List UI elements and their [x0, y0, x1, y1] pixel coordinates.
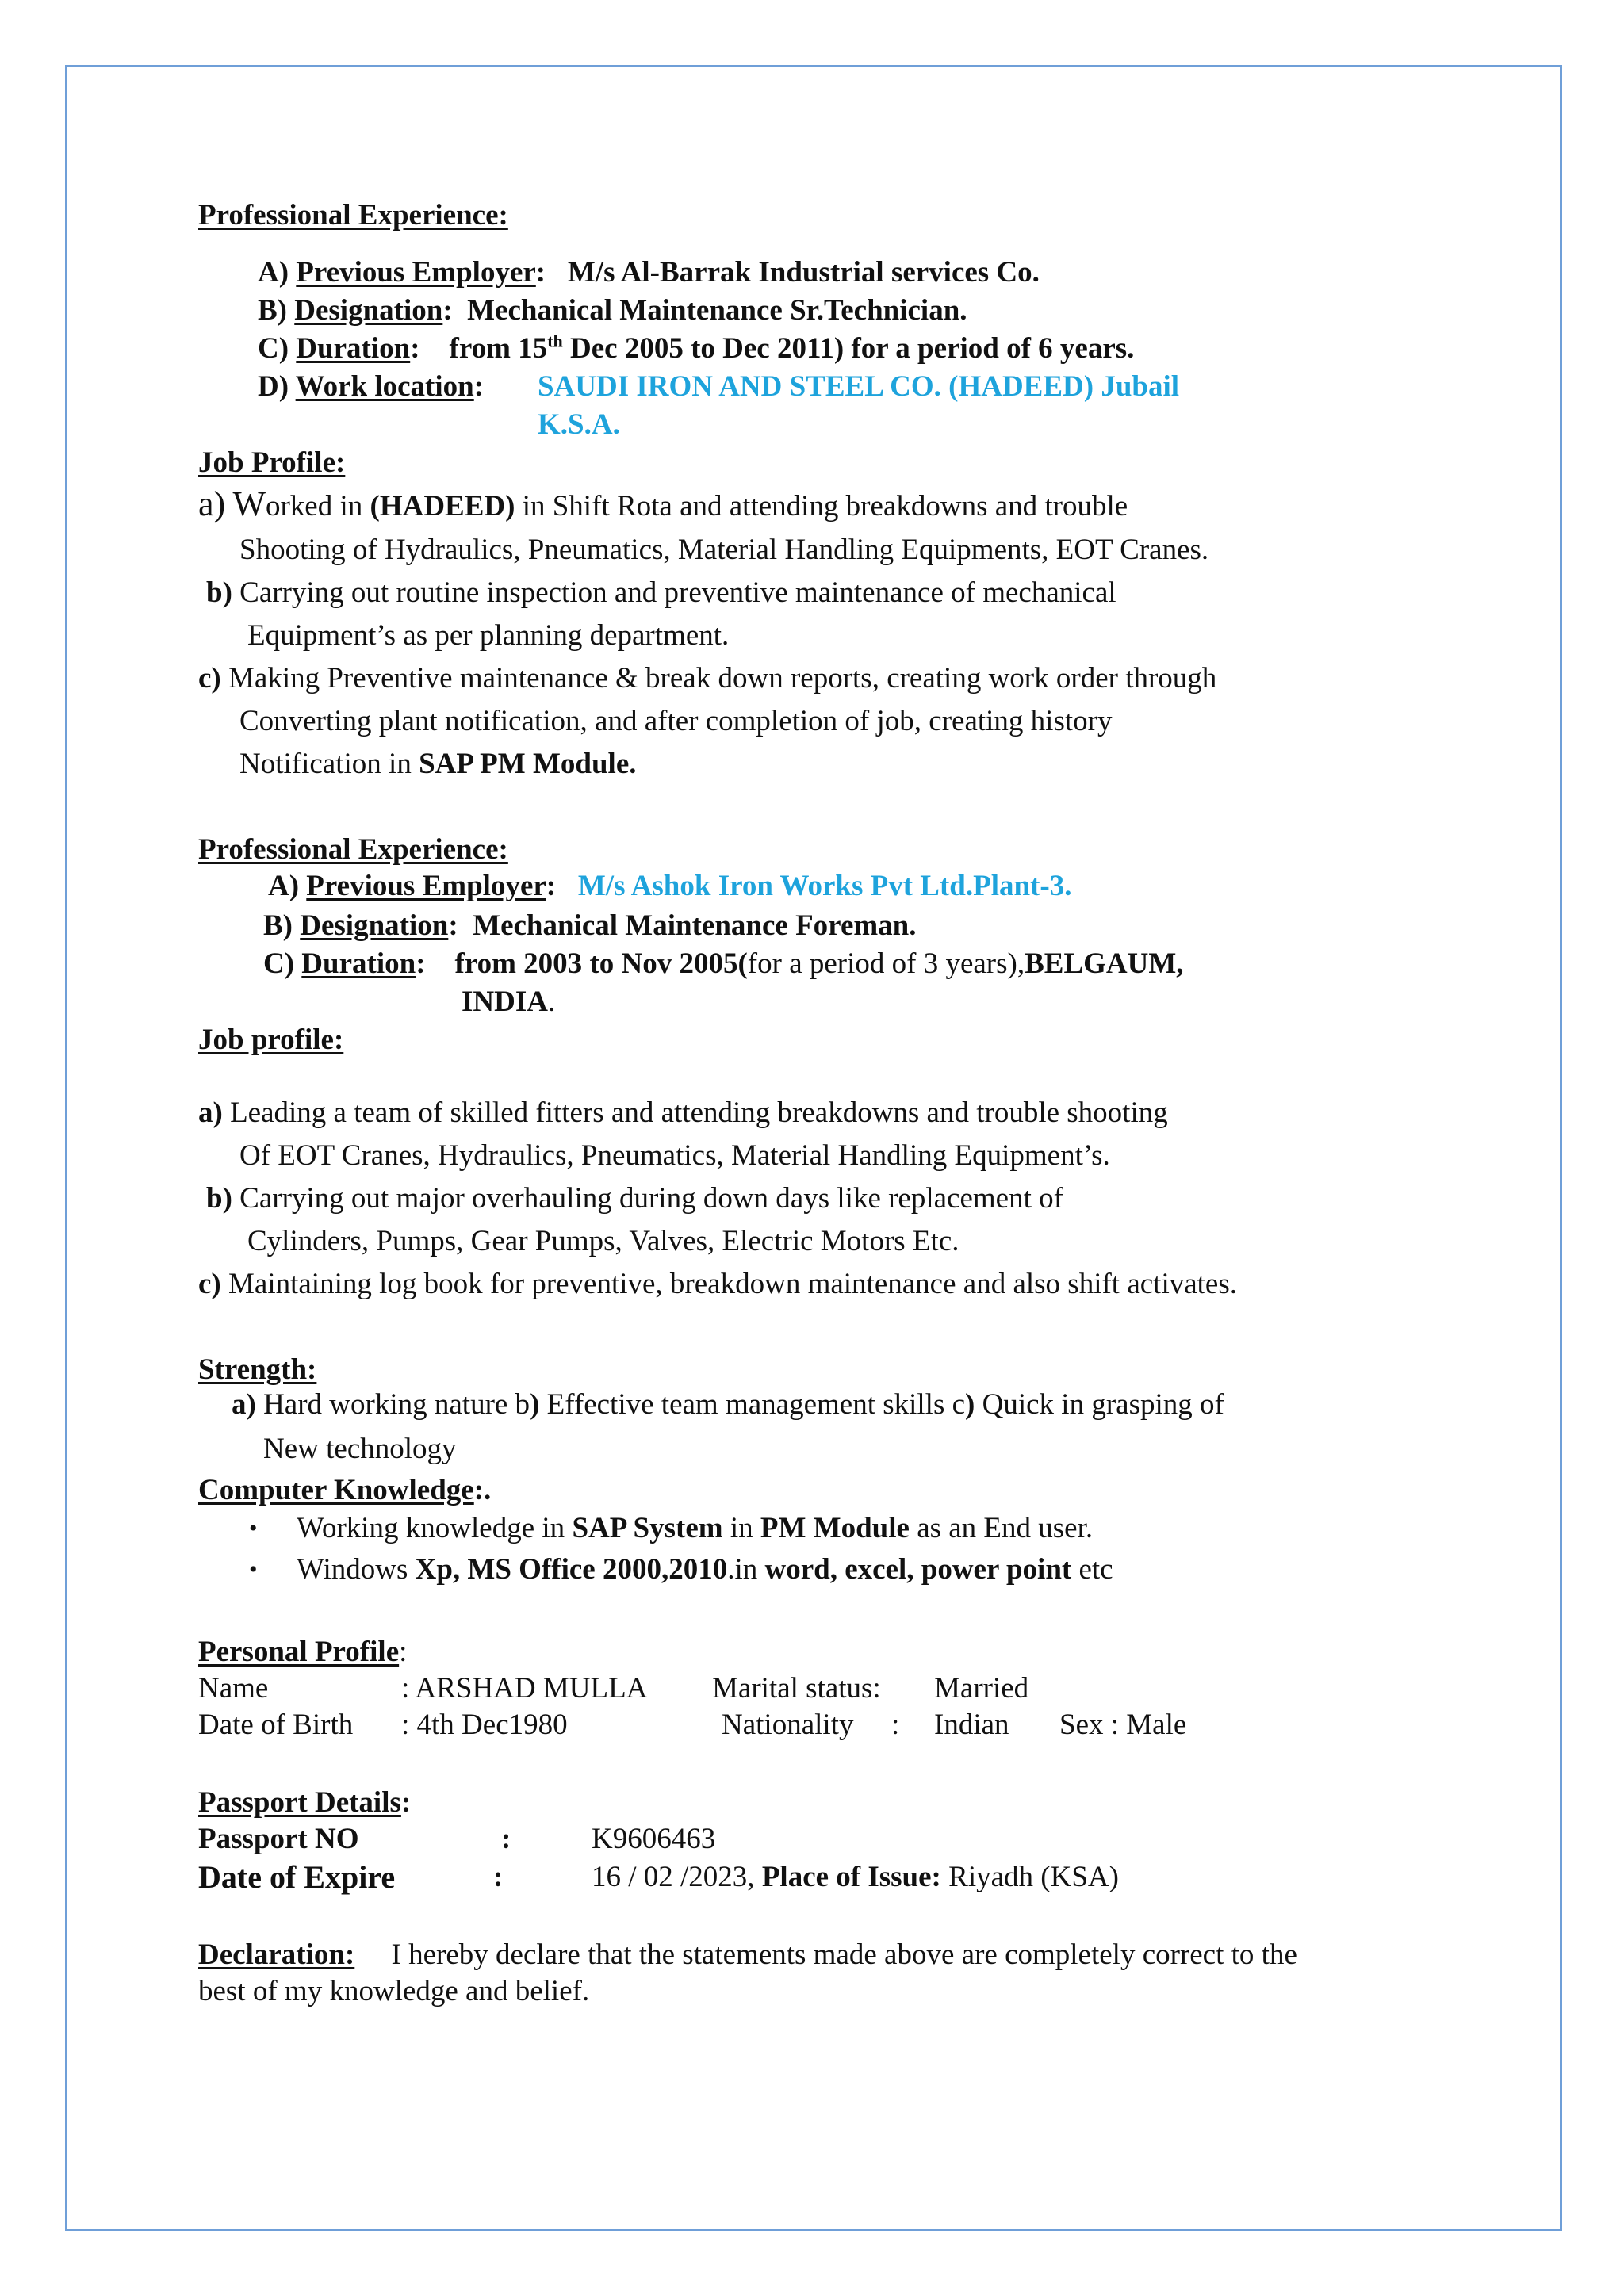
passport-no-label: Passport NO [198, 1823, 359, 1855]
declaration-line1: Declaration: I hereby declare that the statements made above are completely correct to the [198, 1938, 1297, 1971]
exp2-employer-line: A) Previous Employer: M/s Ashok Iron Works Pvt Ltd.Plant-3. [268, 870, 1072, 902]
job1-item-b-line2: Equipment’s as per planning department. [247, 619, 730, 652]
exp2-duration-line2: INDIA. [462, 985, 556, 1018]
exp1-employer-line: A) Previous Employer: M/s Al-Barrak Industrial services Co. [258, 256, 1040, 289]
passport-expire-colon: : [493, 1861, 504, 1893]
dob-label: Date of Birth [198, 1709, 354, 1741]
sex-value: Sex : Male [1059, 1709, 1187, 1741]
job2-item-b-line2: Cylinders, Pumps, Gear Pumps, Valves, Electric Motors Etc. [247, 1225, 959, 1257]
job2-item-c: c) Maintaining log book for preventive, breakdown maintenance and also shift activates. [198, 1268, 1238, 1300]
passport-no-colon: : [501, 1823, 511, 1855]
exp1-employer-value: M/s Al-Barrak Industrial services Co. [567, 256, 1040, 289]
job1-item-c-line3: Notification in SAP PM Module. [239, 748, 637, 780]
passport-expire-label: Date of Expire [198, 1859, 396, 1895]
nationality-value: Indian [934, 1709, 1009, 1741]
experience-heading-2: Professional Experience: [198, 833, 508, 866]
strength-line2: New technology [263, 1433, 457, 1465]
computer-item-2: Windows Xp, MS Office 2000,2010.in word, excel, power point etc [297, 1553, 1113, 1586]
job1-item-b: b) Carrying out routine inspection and preventive maintenance of mechanical [206, 576, 1116, 609]
bullet-icon: • [249, 1515, 258, 1541]
exp1-designation-value: Mechanical Maintenance Sr.Technician. [467, 294, 967, 327]
job1-item-a-line2: Shooting of Hydraulics, Pneumatics, Material Handling Equipments, EOT Cranes. [239, 534, 1209, 566]
exp1-designation-line: B) Designation: Mechanical Maintenance Sr.Technician. [258, 294, 967, 327]
exp1-location-line: D) Work location: [258, 370, 485, 403]
strength-heading: Strength: [198, 1353, 317, 1386]
marital-label: Marital status: [712, 1672, 881, 1705]
computer-heading: Computer Knowledge:. [198, 1474, 492, 1506]
job-profile-heading-2: Job profile: [198, 1024, 344, 1056]
passport-no-value: K9606463 [592, 1823, 716, 1855]
exp2-designation-line: B) Designation: Mechanical Maintenance Foreman. [263, 909, 917, 942]
passport-expire-line: 16 / 02 /2023, Place of Issue: Riyadh (KSA) [592, 1861, 1119, 1893]
passport-heading: Passport Details: [198, 1786, 412, 1819]
job1-item-a: a) Worked in (HADEED) in Shift Rota and attending breakdowns and trouble [198, 484, 1128, 523]
job2-item-a-line2: Of EOT Cranes, Hydraulics, Pneumatics, Material Handling Equipment’s. [239, 1139, 1110, 1172]
job1-item-c: c) Making Preventive maintenance & break down reports, creating work order through [198, 662, 1217, 695]
declaration-line2: best of my knowledge and belief. [198, 1975, 590, 2007]
job2-item-b: b) Carrying out major overhauling during down days like replacement of [206, 1182, 1063, 1215]
computer-item-1: Working knowledge in SAP System in PM Module as an End user. [297, 1512, 1094, 1544]
exp2-employer-value: M/s Ashok Iron Works Pvt Ltd.Plant-3. [577, 870, 1072, 902]
exp2-duration-line: C) Duration: from 2003 to Nov 2005(for a period of 3 years),BELGAUM, [263, 947, 1184, 980]
bullet-icon: • [249, 1556, 258, 1582]
job1-item-c-line2: Converting plant notification, and after completion of job, creating history [239, 705, 1113, 737]
nationality-colon: : [891, 1709, 900, 1741]
job2-item-a: a) Leading a team of skilled fitters and attending breakdowns and trouble shooting [198, 1096, 1168, 1129]
exp1-duration-line: C) Duration: from 15th Dec 2005 to Dec 2011) for a period of 6 years. [258, 331, 1135, 365]
exp2-designation-value: Mechanical Maintenance Foreman. [473, 909, 917, 942]
experience-heading-1: Professional Experience: [198, 199, 508, 232]
dob-value: : 4th Dec1980 [401, 1709, 568, 1741]
name-label: Name [198, 1672, 269, 1705]
job-profile-heading-1: Job Profile: [198, 446, 346, 479]
exp1-location-value-1: SAUDI IRON AND STEEL CO. (HADEED) Jubail [538, 370, 1180, 403]
name-value: : ARSHAD MULLA [401, 1672, 648, 1705]
strength-line1: a) Hard working nature b) Effective team management skills c) Quick in grasping of [232, 1388, 1224, 1421]
marital-value: Married [934, 1672, 1029, 1705]
nationality-label: Nationality [722, 1709, 854, 1741]
personal-heading: Personal Profile: [198, 1636, 408, 1668]
exp1-location-value-2: K.S.A. [538, 408, 620, 441]
